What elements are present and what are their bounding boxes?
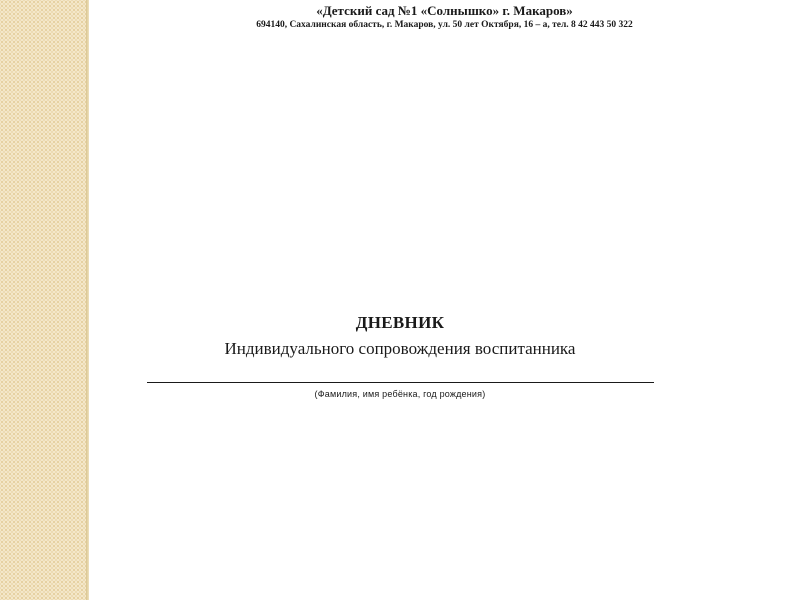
fill-line-caption: (Фамилия, имя ребёнка, год рождения) (314, 389, 486, 399)
organization-address: 694140, Сахалинская область, г. Макаров, ул. 50 лет Октября, 16 – а, тел. 8 42 443 50 322 (256, 20, 633, 30)
document-title: ДНЕВНИК (355, 313, 445, 332)
organization-name: «Детский сад №1 «Солнышко» г. Макаров» (316, 3, 573, 18)
side-strip-edge (86, 0, 89, 600)
decorative-side-strip (0, 0, 86, 600)
name-fill-line (147, 382, 654, 383)
document-subtitle: Индивидуального сопровождения воспитанника (224, 339, 576, 358)
